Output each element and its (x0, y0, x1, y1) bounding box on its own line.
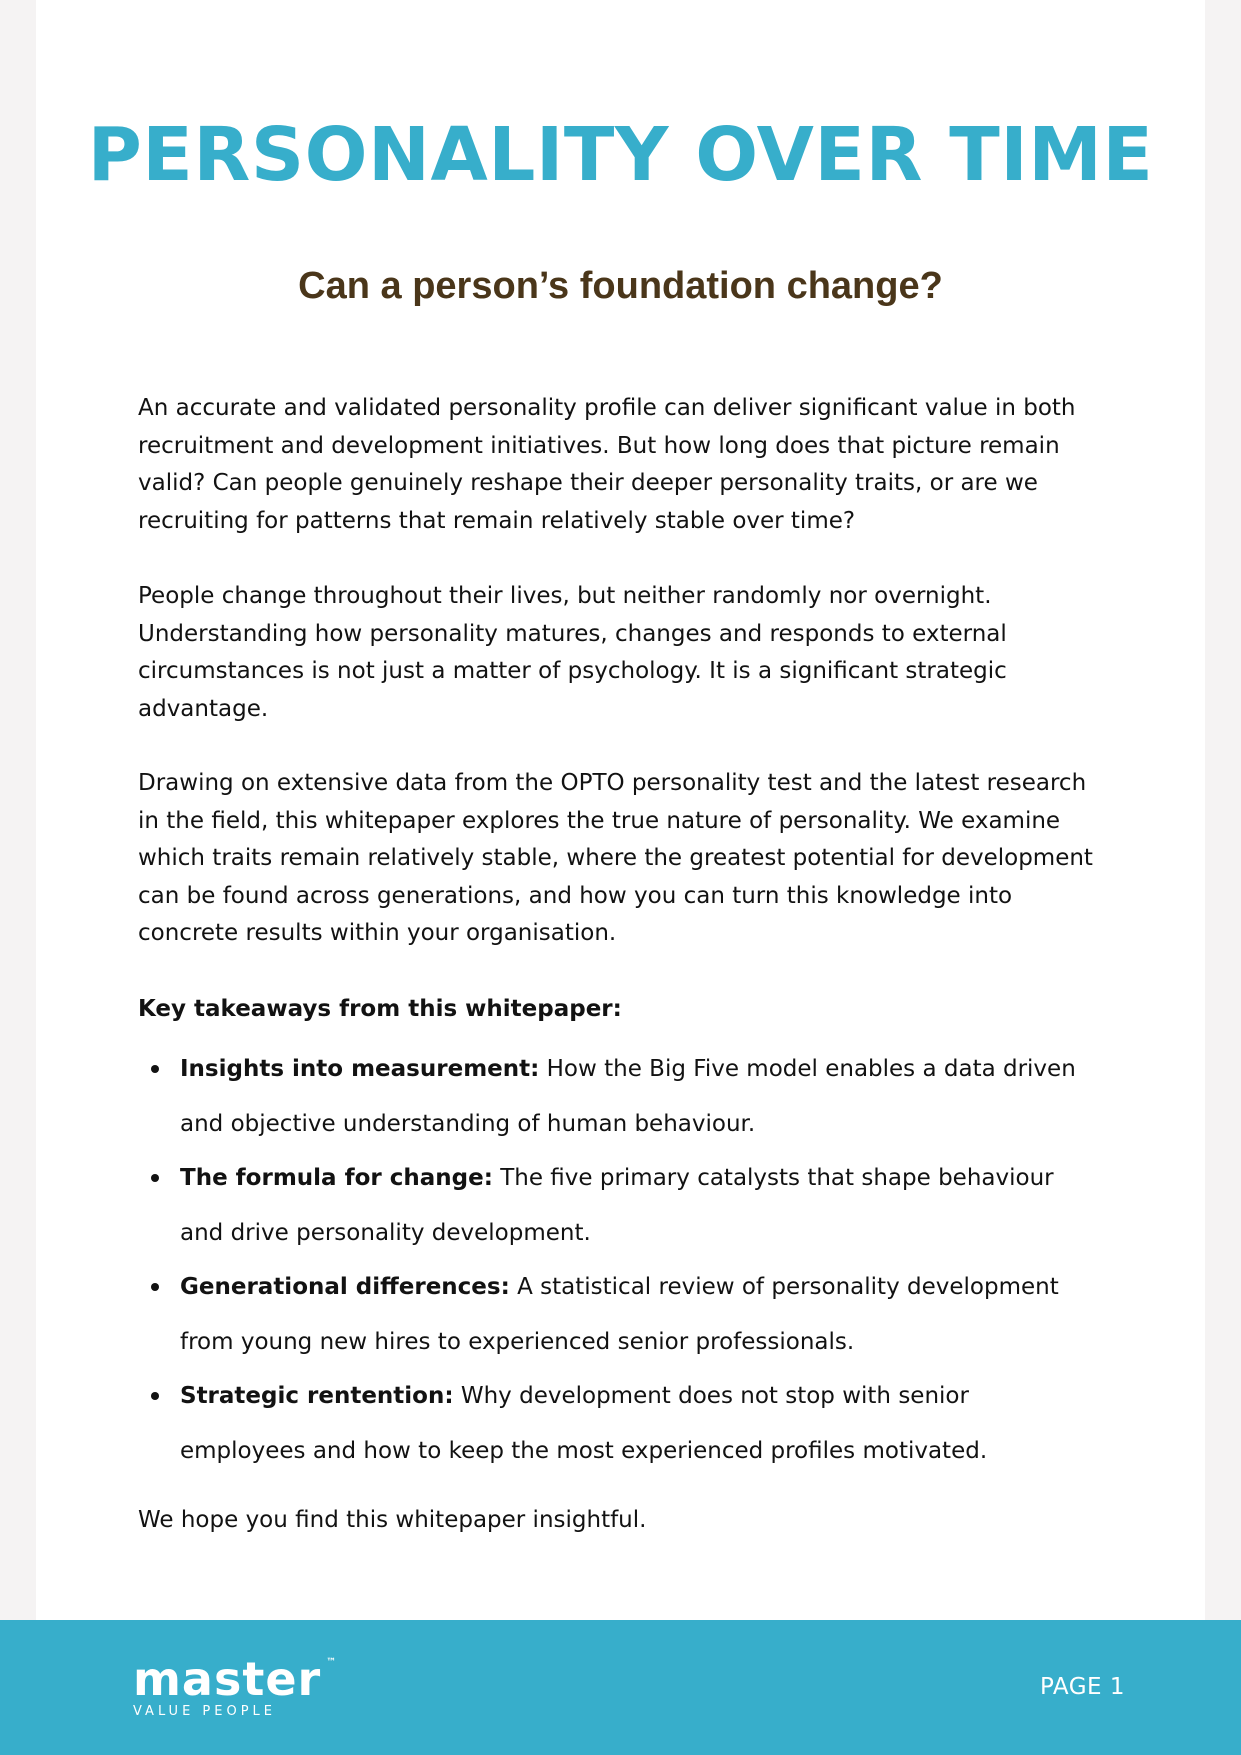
trademark-mark: ™ (326, 1657, 338, 1668)
document-page (36, 0, 1205, 1620)
logo-wordmark (133, 1652, 338, 1706)
bullet-icon (151, 1065, 159, 1073)
takeaway-label: Insights into measurement: (180, 1056, 540, 1082)
document-subtitle: Can a person’s foundation change? (298, 265, 943, 307)
document-title: PERSONALITY OVER TIME (87, 112, 1154, 198)
bullet-icon (151, 1392, 159, 1400)
takeaway-text: The five primary catalysts that shape behaviour and drive personality development. (180, 1165, 1054, 1246)
takeaway-text: A statistical review of personality development from young new hires to experienced senior professionals. (180, 1274, 1059, 1355)
takeaway-label: Generational differences: (180, 1274, 510, 1300)
key-takeaways-heading: Key takeaways from this whitepaper: (138, 995, 622, 1022)
list-item (138, 1042, 1098, 1151)
intro-paragraph: An accurate and validated personality profile can deliver significant value in both recruitment and development initiatives. But how long does that picture remain valid? Can people genuinely reshape their deeper personality traits, or are we recruiting for patterns that remain relatively stable over time? (138, 395, 1076, 534)
research-paragraph: Drawing on extensive data from the OPTO personality test and the latest research in the field, this whitepaper explores the true nature of personality. We examine which traits remain relatively stable, where the greatest potential for development can be found across generations, and how you can turn this knowledge into concrete results within your organisation. (138, 770, 1093, 946)
master-logo (133, 1652, 338, 1719)
logo-word: master (133, 1652, 322, 1706)
list-item (138, 1151, 1098, 1260)
takeaways-list (138, 1042, 1098, 1478)
takeaway-text: Why development does not stop with senior employees and how to keep the most experienced profiles motivated. (180, 1383, 988, 1464)
takeaway-label: The formula for change: (180, 1165, 493, 1191)
closing-paragraph: We hope you find this whitepaper insightful. (138, 1507, 647, 1533)
bullet-icon (151, 1174, 159, 1182)
change-paragraph: People change throughout their lives, but neither randomly nor overnight. Understanding how personality matures, changes and responds to external circumstances is not just a matter of psychology. It is a significant strategic advantage. (138, 583, 1007, 722)
logo-tagline: VALUE PEOPLE (133, 1704, 276, 1719)
list-item (138, 1369, 1098, 1478)
takeaway-text: How the Big Five model enables a data driven and objective understanding of human behaviour. (180, 1056, 1076, 1137)
page-number: PAGE 1 (1039, 1674, 1125, 1700)
page-footer (0, 1620, 1241, 1755)
takeaway-label: Strategic rentention: (180, 1383, 454, 1409)
list-item (138, 1260, 1098, 1369)
document-body (138, 390, 1098, 1540)
bullet-icon (151, 1283, 159, 1291)
